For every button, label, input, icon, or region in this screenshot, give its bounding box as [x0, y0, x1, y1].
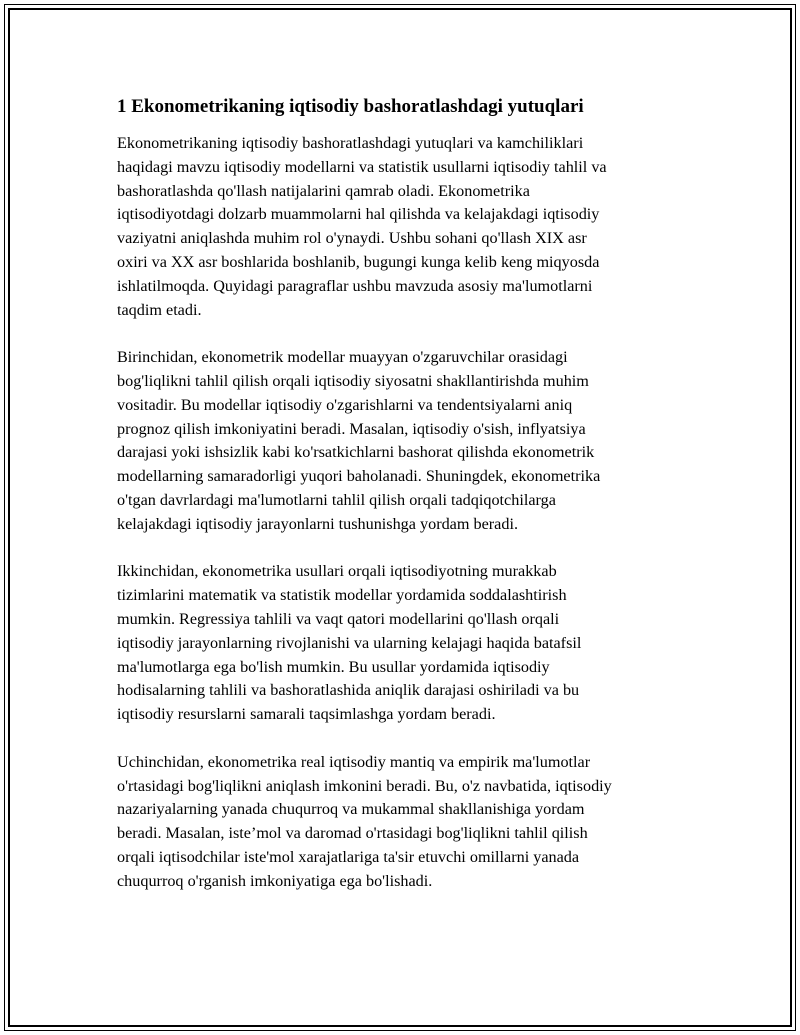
text-line: prognoz qilish imkoniyatini beradi. Masalan, iqtisodiy o'sish, inflyatsiya: [117, 419, 586, 438]
text-line: taqdim etadi.: [117, 300, 202, 319]
text-line: oxiri va XX asr boshlarida boshlanib, bugungi kunga kelib keng miqyosda: [117, 252, 600, 271]
text-line: chuqurroq o'rganish imkoniyatiga ega bo'lishadi.: [117, 871, 433, 890]
text-line: bog'liqlikni tahlil qilish orqali iqtisodiy siyosatni shakllantirishda muhim: [117, 371, 589, 390]
text-line: beradi. Masalan, iste’mol va daromad o'rtasidagi bog'liqlikni tahlil qilish: [117, 824, 588, 843]
text-line: haqidagi mavzu iqtisodiy modellarni va statistik usullarni iqtisodiy tahlil va: [117, 157, 607, 176]
text-line: tizimlarini matematik va statistik modellar yordamida soddalashtirish: [117, 586, 567, 605]
text-line: orqali iqtisodchilar iste'mol xarajatlariga ta'sir etuvchi omillarni yanada: [117, 847, 580, 866]
text-line: ma'lumotlarga ega bo'lish mumkin. Bu usullar yordamida iqtisodiy: [117, 657, 550, 676]
text-line: nazariyalarning yanada chuqurroq va mukammal shakllanishiga yordam: [117, 800, 585, 819]
text-line: Ekonometrikaning iqtisodiy bashoratlashdagi yutuqlari va kamchiliklari: [117, 134, 584, 152]
paragraph-third: [117, 751, 687, 894]
text-line: Uchinchidan, ekonometrika real iqtisodiy mantiq va empirik ma'lumotlar: [117, 752, 591, 771]
paragraph-first: [117, 346, 687, 536]
text-line: darajasi yoki ishsizlik kabi ko'rsatkichlarni bashorat qilishda ekonometrik: [117, 443, 595, 462]
paragraph-second: [117, 560, 687, 727]
document-body: [117, 95, 687, 917]
text-line: kelajakdagi iqtisodiy jarayonlarni tushunishga yordam beradi.: [117, 514, 518, 533]
text-line: ishlatilmoqda. Quyidagi paragraflar ushbu mavzuda asosiy ma'lumotlarni: [117, 276, 593, 295]
text-line: vaziyatni aniqlashda muhim rol o'ynaydi. Ushbu sohani qo'llash XIX asr: [117, 229, 587, 248]
text-line: vositadir. Bu modellar iqtisodiy o'zgarishlarni va tendentsiyalarni aniq: [117, 395, 573, 414]
text-line: mumkin. Regressiya tahlili va vaqt qatori modellarini qo'llash orqali: [117, 609, 560, 628]
section-heading: 1 Ekonometrikaning iqtisodiy bashoratlashdagi yutuqlari: [117, 96, 584, 117]
paragraph-intro: [117, 132, 687, 322]
text-line: iqtisodiy jarayonlarning rivojlanishi va ularning kelajagi haqida batafsil: [117, 633, 582, 652]
text-line: bashoratlashda qo'llash natijalarini qamrab oladi. Ekonometrika: [117, 181, 530, 200]
text-line: iqtisodiyotdagi dolzarb muammolarni hal qilishda va kelajakdagi iqtisodiy: [117, 205, 600, 224]
text-line: o'tgan davrlardagi ma'lumotlarni tahlil qilish orqali tadqiqotchilarga: [117, 490, 556, 509]
text-line: iqtisodiy resurslarni samarali taqsimlashga yordam beradi.: [117, 705, 496, 724]
text-line: Birinchidan, ekonometrik modellar muayyan o'zgaruvchilar orasidagi: [117, 348, 568, 367]
text-line: modellarning samaradorligi yuqori baholanadi. Shuningdek, ekonometrika: [117, 467, 601, 486]
text-line: hodisalarning tahlili va bashoratlashida aniqlik darajasi oshiriladi va bu: [117, 681, 580, 700]
text-line: o'rtasidagi bog'liqlikni aniqlash imkonini beradi. Bu, o'z navbatida, iqtisodiy: [117, 776, 612, 795]
text-line: Ikkinchidan, ekonometrika usullari orqali iqtisodiyotning murakkab: [117, 562, 557, 581]
